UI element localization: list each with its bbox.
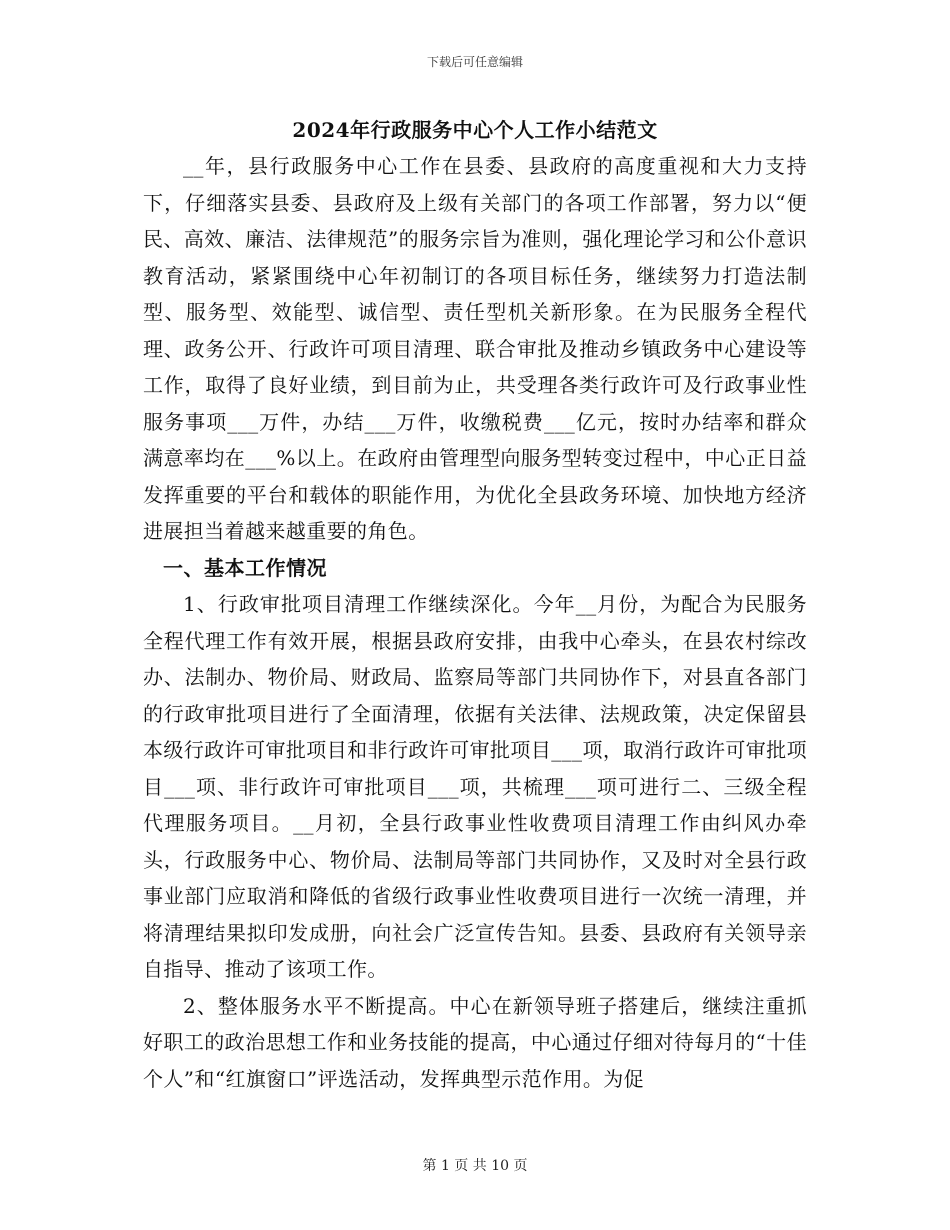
page-number: 第 1 页 共 10 页 [422, 1158, 528, 1174]
header-note: 下载后可任意编辑 [426, 55, 523, 69]
document-title: 2024年行政服务中心个人工作小结范文 [292, 118, 658, 142]
section-heading-basic-work: 一、基本工作情况 [163, 555, 327, 580]
paragraph-service-level: 2、整体服务水平不断提高。中心在新领导班子搭建后，继续注重抓好职工的政治思想工作和业务技能的提高，中心通过仔细对待每月的“十佳个人”和“红旗窗口”评选活动，发挥典型示范作用。为促 [143, 993, 807, 1091]
paragraph-approval-items: 1、行政审批项目清理工作继续深化。今年__月份，为配合为民服务全程代理工作有效开展，根据县政府安排，由我中心牵头，在县农村综改办、法制办、物价局、财政局、监察局等部门共同协作下，对县直各部门的行政审批项目进行了全面清理，依据有关法律、法规政策，决定保留县本级行政许可审批项目和非行政许可审批项目___项，取消行政许可审批项目___项、非行政许可审批项目___项，共梳理___项可进行二、三级全程代理服务项目。__月初，全县行政事业性收费项目清理工作由纠风办牵头，行政服务中心、物价局、法制局等部门共同协作，又及时对全县行政事业部门应取消和降低的省级行政事业性收费项目进行一次统一清理，并将清理结果拟印发成册，向社会广泛宣传告知。县委、县政府有关领导亲自指导、推动了该项工作。 [143, 592, 807, 981]
intro-paragraph: __年，县行政服务中心工作在县委、县政府的高度重视和大力支持下，仔细落实县委、县政府及上级有关部门的各项工作部署，努力以“便民、高效、廉洁、法律规范”的服务宗旨为准则，强化理论学习和公仆意识教育活动，紧紧围绕中心年初制订的各项目标任务，继续努力打造法制型、服务型、效能型、诚信型、责任型机关新形象。在为民服务全程代理、政务公开、行政许可项目清理、联合审批及推动乡镇政务中心建设等工作，取得了良好业绩，到目前为止，共受理各类行政许可及行政事业性服务事项___万件，办结___万件，收缴税费___亿元，按时办结率和群众满意率均在___%以上。在政府由管理型向服务型转变过程中，中心正日益发挥重要的平台和载体的职能作用，为优化全县政务环境、加快地方经济进展担当着越来越重要的角色。 [143, 154, 807, 543]
document-body [143, 112, 807, 1097]
